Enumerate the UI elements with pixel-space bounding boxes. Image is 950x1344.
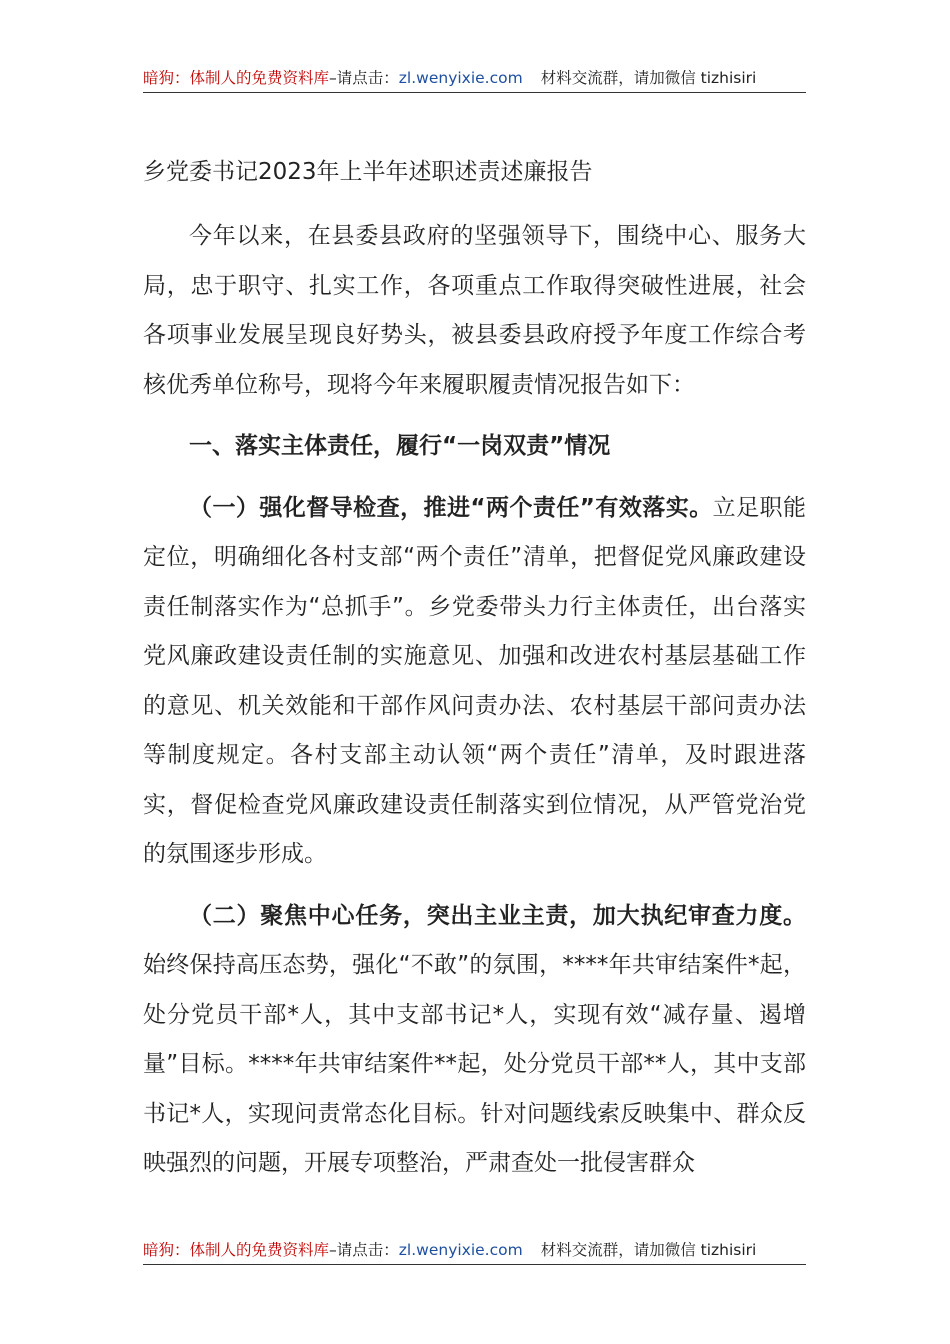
- header-site-link[interactable]: zl.wenyixie.com: [398, 69, 523, 87]
- footer-click-prompt: –请点击：: [329, 1241, 399, 1259]
- footer-site-name: 暗狗：体制人的免费资料库: [143, 1241, 330, 1259]
- header-site-name: 暗狗：体制人的免费资料库: [143, 69, 330, 87]
- subsection-body-1: 立足职能定位，明确细化各村支部“两个责任”清单，把督促党风廉政建设责任制落实作为“总抓手”。乡党委带头力行主体责任，出台落实党风廉政建设责任制的实施意见、加强和改进农村基层基础工作的意见、机关效能和干部作风问责办法、农村基层干部问责办法等制度规定。各村支部主动认领“两个责任”清单，及时跟进落实，督促检查党风廉政建设责任制落实到位情况，从严管党治党的氛围逐步形成。: [143, 494, 806, 867]
- section-heading-1: 一、落实主体责任，履行“一岗双责”情况: [189, 433, 611, 459]
- header-click-prompt: –请点击：: [329, 69, 399, 87]
- footer-group-info: 材料交流群，请加微信 tizhisiri: [540, 1241, 757, 1259]
- header-group-info: 材料交流群，请加微信 tizhisiri: [540, 69, 757, 87]
- subsection-body-2: 始终保持高压态势，强化“不敢”的氛围，****年共审结案件*起，处分党员干部*人，其中支部书记*人，实现有效“减存量、遏增量”目标。****年共审结案件**起，处分党员干部**人，其中支部书记*人，实现问责常态化目标。针对问题线索反映集中、群众反映强烈的问题，开展专项整治，严肃查处一批侵害群众: [143, 952, 806, 1176]
- document-body: [143, 212, 806, 1189]
- subsection-heading-1: （一）强化督导检查，推进“两个责任”有效落实。: [189, 494, 713, 521]
- page-footer: [143, 1240, 806, 1265]
- subsection-paragraph-1: [143, 484, 806, 880]
- intro-paragraph: 今年以来，在县委县政府的坚强领导下，围绕中心、服务大局，忠于职守、扎实工作，各项重点工作取得突破性进展，社会各项事业发展呈现良好势头，被县委县政府授予年度工作综合考核优秀单位称号，现将今年来履职履责情况报告如下：: [143, 223, 806, 398]
- page-header: [143, 68, 806, 93]
- footer-site-link[interactable]: zl.wenyixie.com: [398, 1241, 523, 1259]
- document-title: 乡党委书记2023年上半年述职述责述廉报告: [143, 159, 593, 185]
- subsection-heading-2: （二）聚焦中心任务，突出主业主责，加大执纪审查力度。: [189, 902, 806, 929]
- subsection-paragraph-2: [143, 892, 806, 1189]
